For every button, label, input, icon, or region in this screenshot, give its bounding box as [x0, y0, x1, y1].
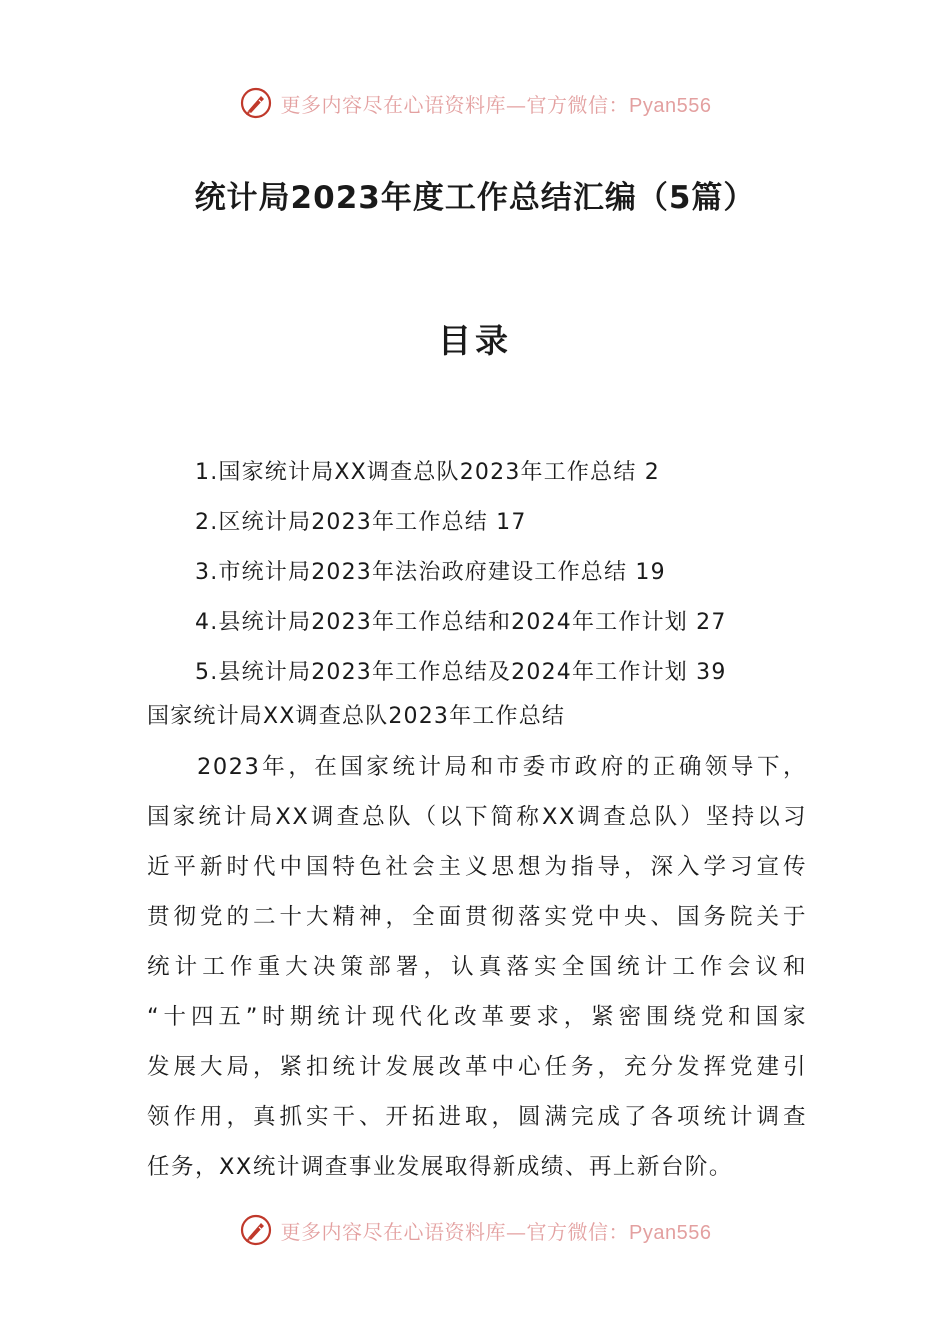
pen-nib-icon	[239, 1213, 273, 1247]
watermark-footer	[0, 1210, 950, 1250]
toc-entry-2[interactable]: 2.区统计局2023年工作总结 17	[195, 510, 527, 535]
pen-nib-icon	[239, 86, 273, 120]
body-line: 近平新时代中国特色社会主义思想为指导，深入学习宣传	[147, 854, 807, 880]
body-line: 统计工作重大决策部署，认真落实全国统计工作会议和	[147, 954, 807, 980]
body-line: 2023年，在国家统计局和市委市政府的正确领导下，	[197, 754, 807, 780]
body-line: 贯彻党的二十大精神，全面贯彻落实党中央、国务院关于	[147, 904, 807, 930]
toc-entry-4[interactable]: 4.县统计局2023年工作总结和2024年工作计划 27	[195, 610, 727, 635]
section-title: 国家统计局XX调查总队2023年工作总结	[147, 704, 566, 729]
toc-entry-3[interactable]: 3.市统计局2023年法治政府建设工作总结 19	[195, 560, 666, 585]
body-line: “十四五”时期统计现代化改革要求，紧密围绕党和国家	[147, 1004, 807, 1030]
watermark-header	[0, 83, 950, 123]
body-line: 任务，XX统计调查事业发展取得新成绩、再上新台阶。	[147, 1154, 733, 1180]
document-title: 统计局2023年度工作总结汇编（5篇）	[194, 180, 756, 216]
body-line: 发展大局，紧扣统计发展改革中心任务，充分发挥党建引	[147, 1054, 807, 1080]
body-line: 领作用，真抓实干、开拓进取，圆满完成了各项统计调查	[147, 1104, 807, 1130]
watermark-text: 更多内容尽在心语资料库—官方微信：Pyan556	[280, 1219, 712, 1244]
toc-entry-5[interactable]: 5.县统计局2023年工作总结及2024年工作计划 39	[195, 660, 727, 685]
watermark-text: 更多内容尽在心语资料库—官方微信：Pyan556	[280, 92, 712, 117]
table-of-contents	[195, 448, 727, 698]
toc-heading: 目录	[438, 321, 512, 360]
body-line: 国家统计局XX调查总队（以下简称XX调查总队）坚持以习	[147, 804, 807, 830]
toc-entry-1[interactable]: 1.国家统计局XX调查总队2023年工作总结 2	[195, 460, 660, 485]
body-paragraph	[147, 742, 807, 1192]
